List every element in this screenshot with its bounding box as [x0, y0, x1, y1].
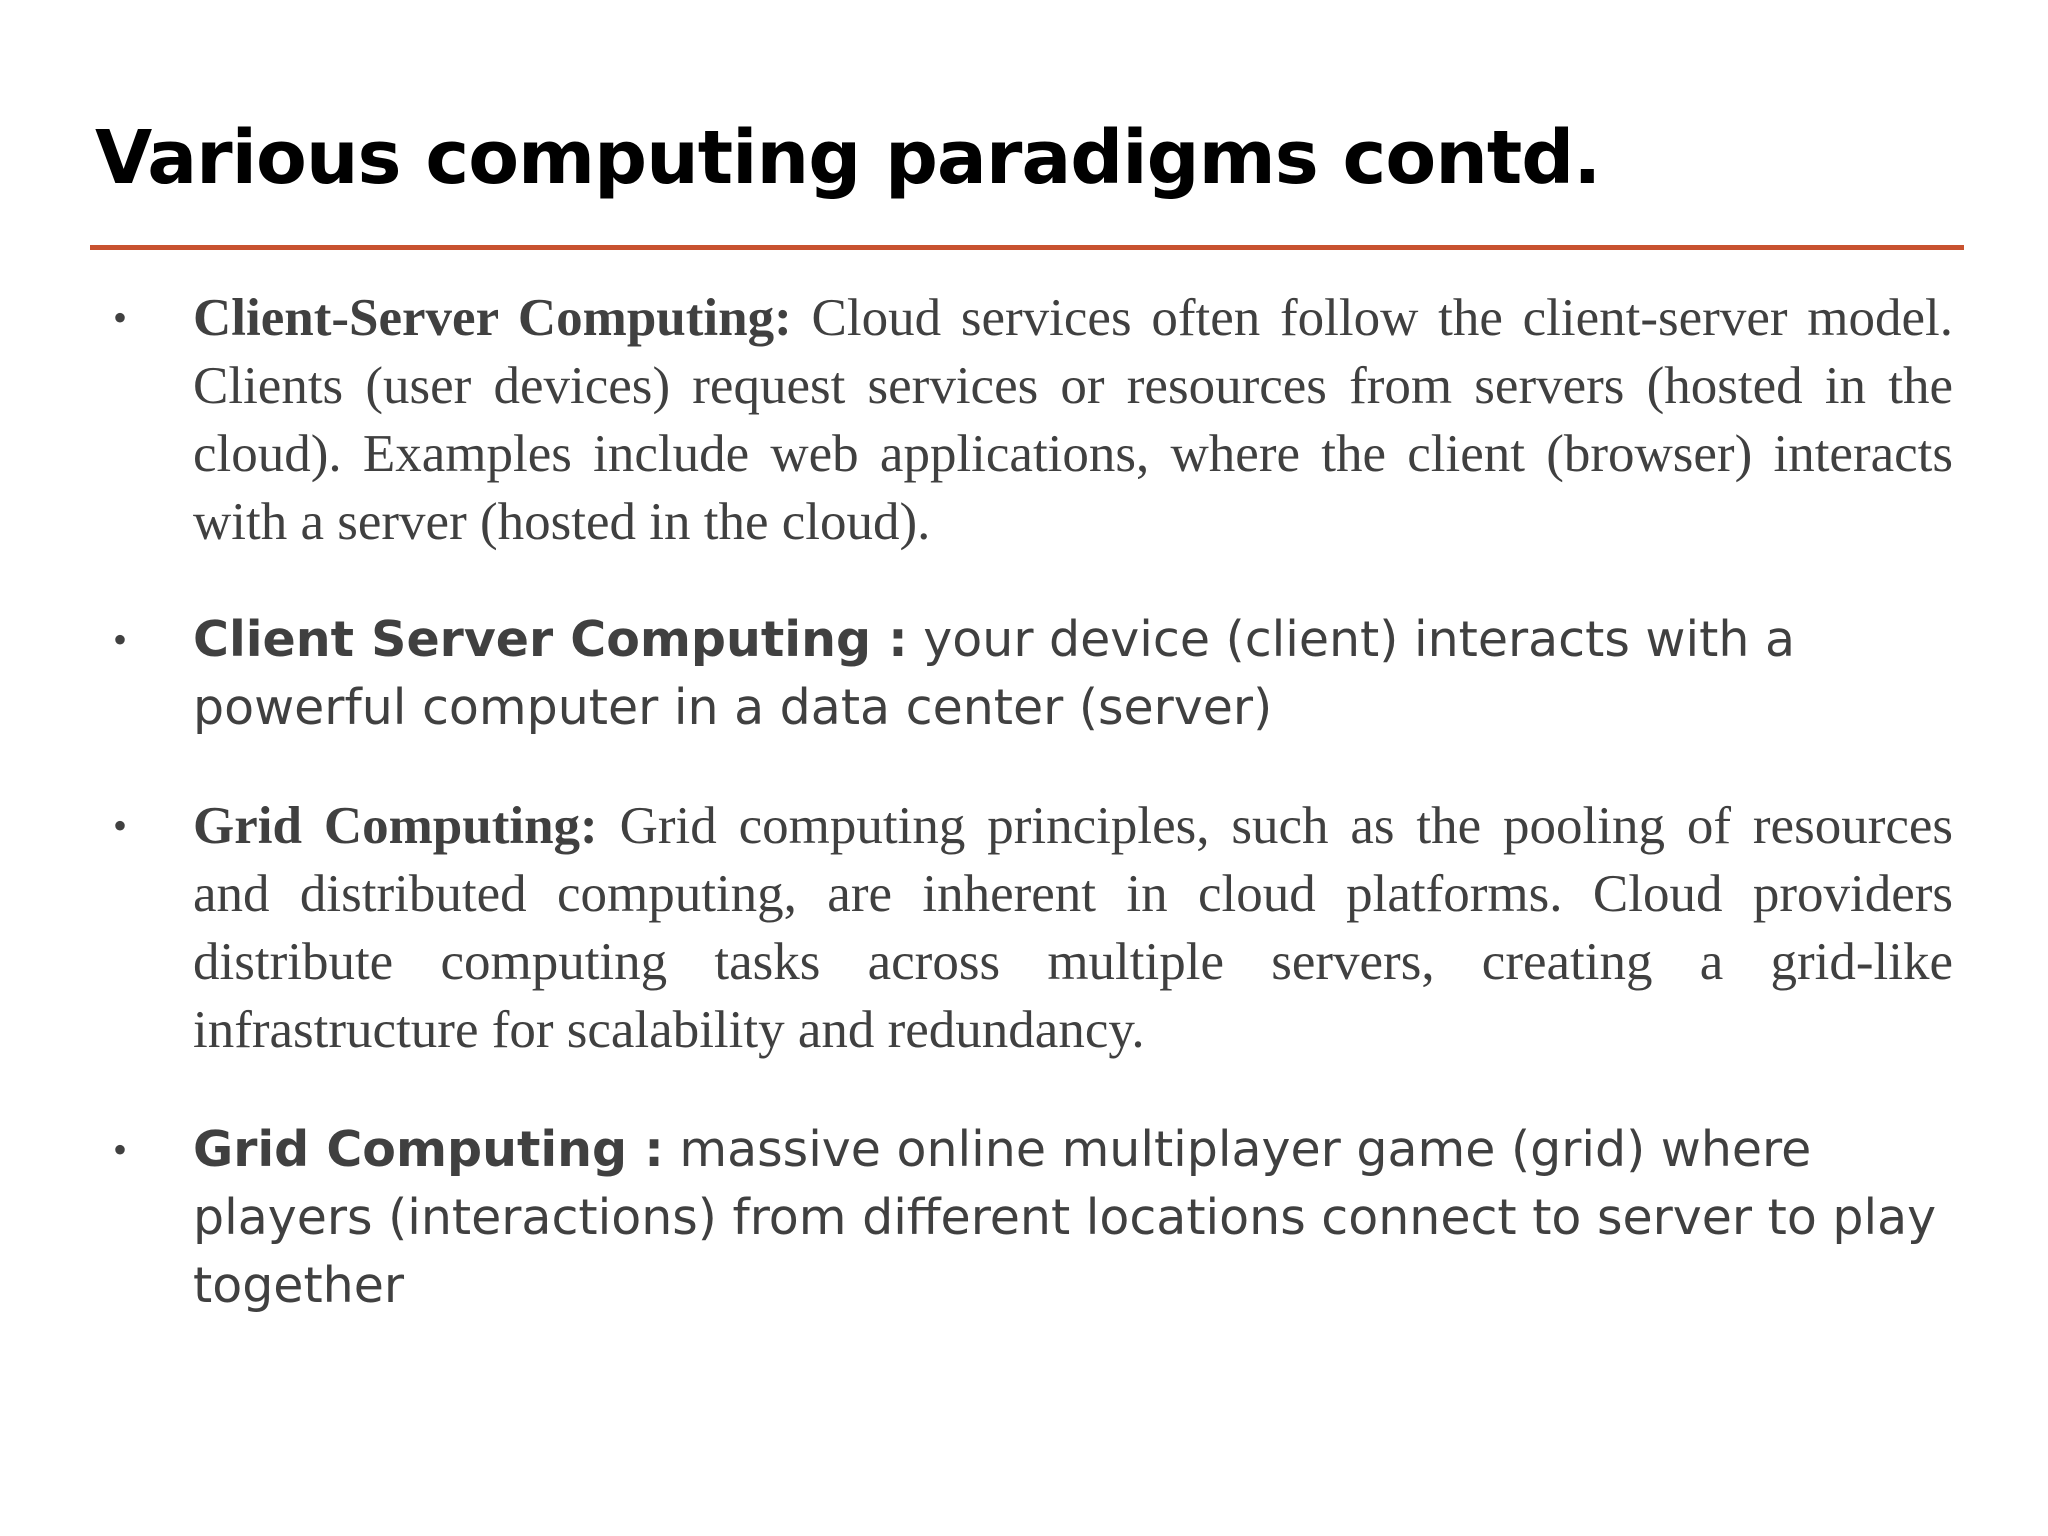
bullet-text: Cloud services often follow the client-server model. Clients (user devices) request services or resources from servers (hosted in the cloud). Examples include web applications, where the client (browser) interacts with a server (hosted in the cloud).: [193, 289, 1953, 551]
bullet-term: Grid Computing:: [193, 797, 598, 855]
bullet-item-grid-analogy: [193, 1116, 1953, 1320]
bullet-text: your device (client) interacts with a powerful computer in a data center (server): [193, 611, 1795, 736]
bullet-text: massive online multiplayer game (grid) where players (interactions) from different locations connect to server to play together: [193, 1121, 1937, 1314]
bullet-text: Grid computing principles, such as the pooling of resources and distributed computing, are inherent in cloud platforms. Cloud providers distribute computing tasks across multiple servers, creating a grid-like infrastructure for scalability and redundancy.: [193, 797, 1954, 1059]
bullet-term: Grid Computing :: [193, 1121, 664, 1178]
bullet-item-client-server: [193, 284, 1953, 556]
slide-title: Various computing paradigms contd.: [95, 115, 1601, 201]
bullet-term: Client Server Computing :: [193, 611, 908, 668]
bullet-item-client-server-analogy: [193, 606, 1953, 742]
bullet-term: Client-Server Computing:: [193, 289, 792, 347]
bullet-item-grid: [193, 792, 1953, 1064]
